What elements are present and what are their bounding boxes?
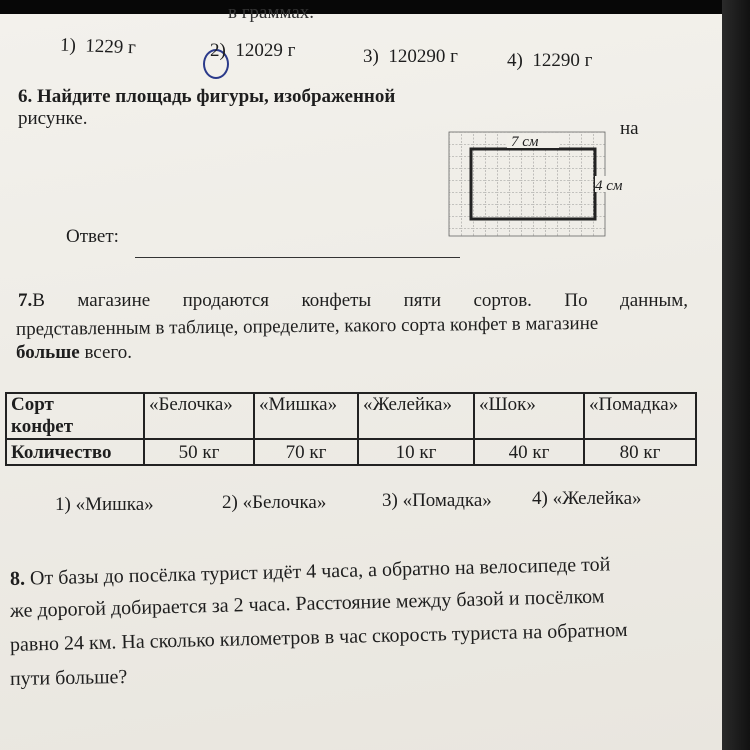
- table-cell: 50 кг: [144, 439, 254, 465]
- table-header-quantity: Количество: [6, 439, 144, 465]
- top-option-2: 2) 12029 г: [210, 40, 296, 61]
- q8-number: 8.: [9, 567, 26, 590]
- top-option-3: 3) 120290 г: [363, 46, 458, 67]
- q6-grid-figure: [449, 132, 623, 243]
- table-col-header: «Белочка»: [144, 393, 254, 439]
- table-cell: 80 кг: [584, 439, 696, 465]
- q6-answer-line: [135, 257, 460, 258]
- table-col-header: «Помадка»: [584, 393, 696, 439]
- q7-line2: представленным в таблице, определите, какого сорта конфет в магазине: [15, 312, 599, 340]
- candy-table: [5, 392, 697, 466]
- table-col-header: «Мишка»: [254, 393, 358, 439]
- worksheet-page: [0, 2, 722, 750]
- q8-line1: 8. От базы до посёлка турист идёт 4 часа, а обратно на велосипеде той: [9, 553, 611, 590]
- height-label: 4 см: [595, 178, 623, 194]
- clipped-heading-text: в граммах.: [228, 2, 315, 23]
- q7-number: 7.: [18, 290, 33, 311]
- q8-line3: равно 24 км. На сколько километров в час скорость туриста на обратном: [9, 618, 628, 656]
- q6-line1-tail: на: [620, 118, 639, 139]
- table-row: [6, 439, 696, 465]
- q7-line3: больше всего.: [16, 342, 132, 363]
- q6-line2: рисунке.: [18, 108, 88, 129]
- q8-line4: пути больше?: [9, 665, 128, 690]
- table-cell: 70 кг: [254, 439, 358, 465]
- table-row: [6, 393, 696, 439]
- table-cell: 40 кг: [474, 439, 584, 465]
- q8-line2: же дорогой добирается за 2 часа. Расстояние между базой и посёлком: [9, 585, 605, 622]
- q6-line1: 6. Найдите площадь фигуры, изображенной: [18, 86, 396, 107]
- q7-option-3: 3) «Помадка»: [382, 490, 492, 511]
- table-header-sort: Сорт конфет: [6, 393, 144, 439]
- top-option-1: 1) 1229 г: [59, 34, 137, 59]
- table-cell: 10 кг: [358, 439, 474, 465]
- table-col-header: «Желейка»: [358, 393, 474, 439]
- q7-option-4: 4) «Желейка»: [532, 488, 642, 509]
- top-option-4: 4) 12290 г: [507, 50, 593, 71]
- right-dark-edge: [722, 0, 750, 750]
- q6-number: 6.: [18, 86, 33, 107]
- q7-line1: 7.В магазине продаются конфеты пяти сортов. По данным,: [18, 290, 689, 311]
- table-col-header: «Шок»: [474, 393, 584, 439]
- grid-rectangle-diagram: [449, 132, 623, 238]
- q6-answer-label: Ответ:: [66, 226, 119, 247]
- q7-option-2: 2) «Белочка»: [222, 492, 327, 513]
- width-label: 7 см: [511, 134, 539, 150]
- q7-option-1: 1) «Мишка»: [55, 494, 154, 515]
